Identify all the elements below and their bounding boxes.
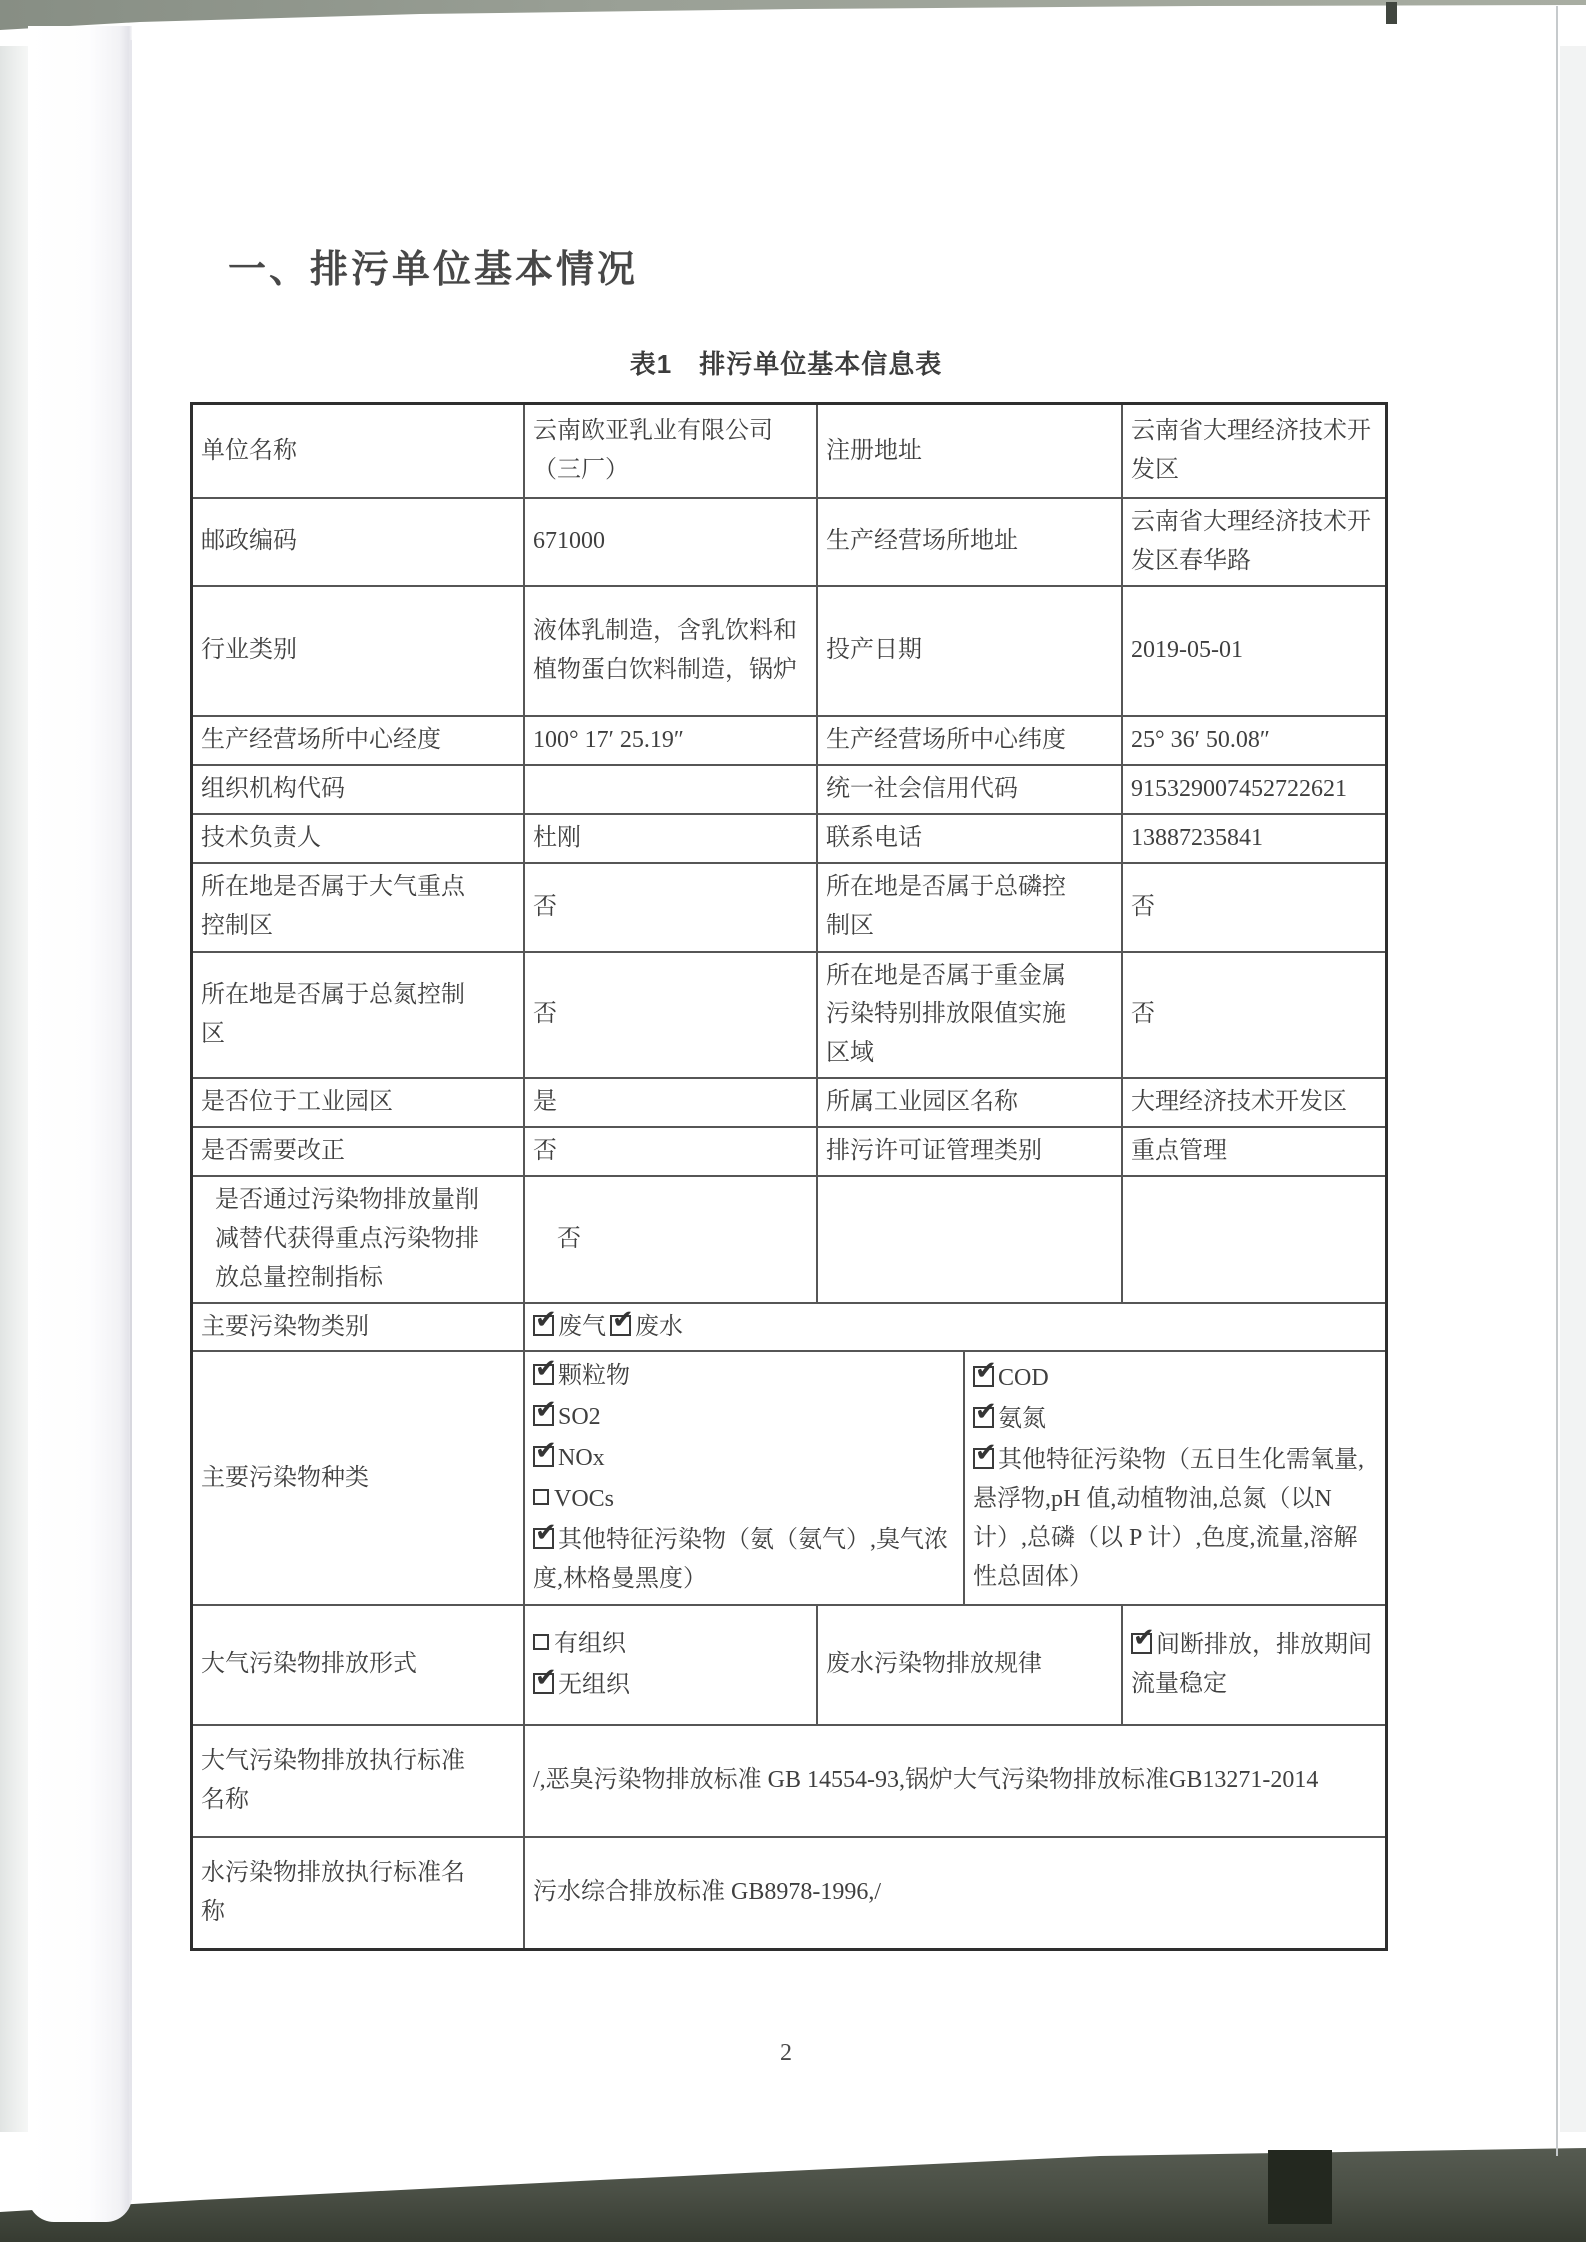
value-cell xyxy=(523,1304,1385,1351)
checkbox-icon xyxy=(533,1489,549,1505)
checkbox-item xyxy=(1131,1626,1377,1704)
table-row-correction xyxy=(193,1126,1385,1175)
table-row-tech-contact xyxy=(193,813,1385,862)
value-cell: 100° 17′ 25.19″ xyxy=(523,717,816,764)
table-row-air-control-zone xyxy=(193,862,1385,951)
checkbox-item xyxy=(533,1480,955,1519)
checkbox-icon xyxy=(533,1364,554,1385)
table-row-total-quota xyxy=(193,1175,1385,1302)
value-cell: /,恶臭污染物排放标准 GB 14554-93,锅炉大气污染物排放标准GB13271-2014 xyxy=(523,1726,1385,1836)
checkbox-item xyxy=(533,1439,955,1478)
checkbox-icon xyxy=(973,1448,994,1469)
checkbox-label: 氨氮 xyxy=(998,1406,1046,1433)
checkbox-item xyxy=(610,1314,683,1340)
value-cell: 13887235841 xyxy=(1121,815,1385,862)
label-cell: 联系电话 xyxy=(816,815,1121,862)
value-cell xyxy=(523,766,816,813)
checkbox-item xyxy=(533,1357,955,1396)
checkbox-label: 其他特征污染物（五日生化需氧量,悬浮物,pH 值,动植物油,总氮（以N 计）,总磷（以 P 计）,色度,流量,溶解性总固体） xyxy=(973,1447,1364,1590)
checkbox-label: COD xyxy=(998,1365,1049,1392)
checkbox-label: 颗粒物 xyxy=(558,1363,630,1390)
water-pollutants-cell xyxy=(963,1352,1385,1603)
label-cell: 所在地是否属于总磷控制区 xyxy=(816,864,1121,951)
page-crease-line xyxy=(130,40,132,2200)
basic-info-table xyxy=(190,402,1388,1951)
label-cell: 组织机构代码 xyxy=(201,775,345,802)
emission-form-cell xyxy=(523,1606,816,1724)
table-row-pollutant-types xyxy=(193,1350,1385,1603)
label-cell: 注册地址 xyxy=(816,405,1121,497)
table-row-unit-name xyxy=(193,405,1385,497)
page-number: 2 xyxy=(780,2040,792,2066)
scan-left-edge xyxy=(0,0,30,2242)
checkbox-label: 废气 xyxy=(558,1313,606,1340)
table-row-longitude xyxy=(193,715,1385,764)
value-cell: 是 xyxy=(523,1079,816,1126)
label-cell: 所在地是否属于大气重点控制区 xyxy=(201,874,465,939)
value-cell: 大理经济技术开发区 xyxy=(1121,1079,1385,1126)
checkbox-item xyxy=(973,1359,1377,1398)
checkbox-item xyxy=(533,1666,808,1705)
table-row-pollutant-category xyxy=(193,1302,1385,1351)
page-fold xyxy=(28,26,132,2222)
checkbox-label: 间断排放，排放期间流量稳定 xyxy=(1131,1631,1372,1697)
value-cell: 否 xyxy=(523,1177,816,1302)
page-right-edge-line xyxy=(1556,6,1558,2156)
table-row-org-code xyxy=(193,764,1385,813)
checkbox-line xyxy=(533,1308,1377,1347)
label-cell: 所在地是否属于重金属污染特别排放限值实施区域 xyxy=(816,953,1121,1078)
value-cell: 915329007452722621 xyxy=(1121,766,1385,813)
table-row-nitrogen-control-zone xyxy=(193,951,1385,1078)
label-cell: 所在地是否属于总氮控制区 xyxy=(201,981,465,1047)
value-cell: 否 xyxy=(1121,953,1385,1078)
empty-cell xyxy=(1121,1177,1385,1302)
table-row-water-standard xyxy=(193,1836,1385,1948)
label-cell: 行业类别 xyxy=(201,637,297,664)
checkbox-label: VOCs xyxy=(554,1486,615,1512)
checkbox-icon xyxy=(973,1407,994,1428)
checkbox-label: 其他特征污染物（氨（氨气）,臭气浓度,林格曼黑度） xyxy=(533,1526,948,1592)
value-cell: 重点管理 xyxy=(1121,1128,1385,1175)
value-cell: 671000 xyxy=(523,499,816,585)
checkbox-icon xyxy=(973,1366,994,1387)
air-pollutants-cell xyxy=(523,1352,963,1603)
value-cell: 否 xyxy=(1121,864,1385,951)
label-cell: 是否需要改正 xyxy=(201,1138,345,1164)
label-cell: 排污许可证管理类别 xyxy=(816,1128,1121,1175)
table-row-emission-form xyxy=(193,1604,1385,1724)
checkbox-icon xyxy=(533,1405,554,1426)
checkbox-icon xyxy=(533,1673,554,1694)
label-cell: 单位名称 xyxy=(201,437,297,464)
label-cell: 大气污染物排放形式 xyxy=(201,1651,417,1678)
checkbox-item xyxy=(973,1400,1377,1439)
label-cell: 主要污染物类别 xyxy=(201,1313,369,1340)
value-cell: 杜刚 xyxy=(523,815,816,862)
value-cell: 云南省大理经济技术开发区春华路 xyxy=(1121,499,1385,585)
checkbox-label: 废水 xyxy=(635,1313,683,1340)
checkbox-icon xyxy=(1131,1633,1152,1654)
scan-bottom-mark xyxy=(1268,2150,1332,2224)
checkbox-item xyxy=(533,1398,955,1437)
checkbox-label: NOx xyxy=(558,1445,605,1472)
label-cell: 是否通过污染物排放量削减替代获得重点污染物排放总量控制指标 xyxy=(215,1186,479,1291)
value-cell: 否 xyxy=(523,953,816,1078)
table-row-postcode xyxy=(193,497,1385,585)
scan-top-mark xyxy=(1386,2,1397,24)
checkbox-item xyxy=(973,1441,1377,1597)
checkbox-label: 有组织 xyxy=(554,1630,626,1657)
label-cell: 生产经营场所地址 xyxy=(816,499,1121,585)
empty-cell xyxy=(816,1177,1121,1302)
discharge-pattern-cell xyxy=(1121,1606,1385,1724)
checkbox-item xyxy=(533,1625,808,1664)
table-title: 表1 排污单位基本信息表 xyxy=(629,349,943,379)
checkbox-item xyxy=(533,1521,955,1599)
table-row-industry xyxy=(193,585,1385,715)
label-cell: 投产日期 xyxy=(816,587,1121,715)
label-cell: 生产经营场所中心纬度 xyxy=(816,717,1121,764)
checkbox-item xyxy=(533,1314,606,1340)
checkbox-label: SO2 xyxy=(558,1404,601,1431)
checkbox-icon xyxy=(610,1315,631,1336)
section-heading: 一、排污单位基本情况 xyxy=(228,249,639,291)
label-cell: 水污染物排放执行标准名称 xyxy=(201,1859,465,1925)
value-cell: 污水综合排放标准 GB8978-1996,/ xyxy=(523,1838,1385,1948)
label-cell: 邮政编码 xyxy=(201,528,297,555)
checkbox-icon xyxy=(533,1446,554,1467)
scan-right-edge xyxy=(1560,0,1586,2242)
value-cell: 云南省大理经济技术开发区 xyxy=(1121,405,1385,497)
table-row-air-standard xyxy=(193,1724,1385,1836)
label-cell: 所属工业园区名称 xyxy=(816,1079,1121,1126)
label-cell: 大气污染物排放执行标准名称 xyxy=(201,1747,465,1813)
checkbox-icon xyxy=(533,1315,554,1336)
label-cell: 技术负责人 xyxy=(201,824,321,851)
value-cell: 否 xyxy=(523,1128,816,1175)
label-cell: 主要污染物种类 xyxy=(201,1464,369,1491)
value-cell: 云南欧亚乳业有限公司（三厂） xyxy=(523,405,816,497)
label-cell: 废水污染物排放规律 xyxy=(816,1606,1121,1724)
label-cell: 是否位于工业园区 xyxy=(201,1089,393,1116)
checkbox-icon xyxy=(533,1634,549,1650)
value-cell: 25° 36′ 50.08″ xyxy=(1121,717,1385,764)
label-cell: 生产经营场所中心经度 xyxy=(201,726,441,753)
table-row-industrial-park xyxy=(193,1077,1385,1126)
value-cell: 液体乳制造，含乳饮料和植物蛋白饮料制造，锅炉 xyxy=(523,587,816,715)
checkbox-label: 无组织 xyxy=(558,1671,630,1698)
label-cell: 统一社会信用代码 xyxy=(816,766,1121,813)
checkbox-icon xyxy=(533,1528,554,1549)
value-cell: 否 xyxy=(523,864,816,951)
value-cell: 2019-05-01 xyxy=(1121,587,1385,715)
